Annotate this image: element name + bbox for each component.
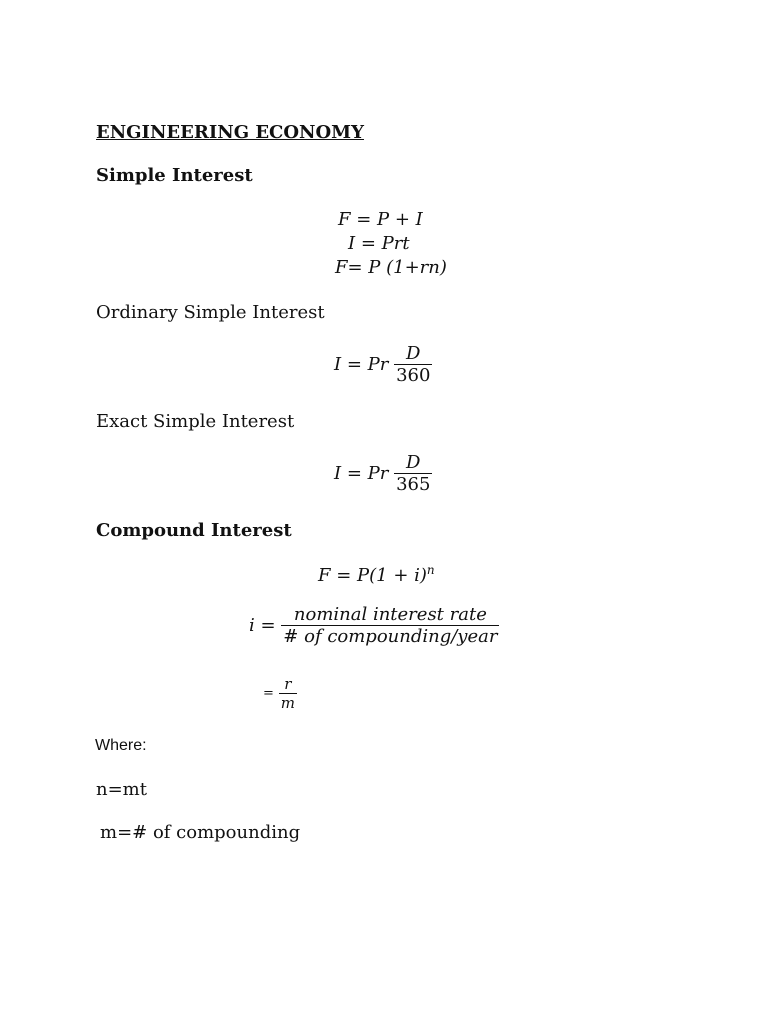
ordinary-fraction bbox=[394, 343, 432, 386]
compound-formula-main: F = P(1 + i) bbox=[318, 565, 427, 586]
ordinary-formula bbox=[334, 343, 432, 386]
r-over-m-formula bbox=[263, 675, 297, 712]
compound-formula bbox=[318, 563, 435, 586]
compound-formula-exponent: n bbox=[426, 563, 435, 577]
where-line-n: n=mt bbox=[96, 779, 147, 800]
exact-formula-lhs: I = Pr bbox=[334, 463, 389, 484]
simple-interest-heading: Simple Interest bbox=[96, 165, 253, 186]
compound-interest-heading: Compound Interest bbox=[96, 520, 292, 541]
ordinary-simple-interest-heading: Ordinary Simple Interest bbox=[96, 302, 325, 323]
exact-numerator: D bbox=[406, 452, 421, 473]
r-numerator: r bbox=[284, 675, 292, 693]
periodic-rate-denominator: # of compounding/year bbox=[283, 626, 498, 647]
periodic-rate-formula bbox=[249, 604, 499, 647]
simple-interest-eq-3: F= P (1+rn) bbox=[335, 257, 447, 278]
exact-simple-interest-heading: Exact Simple Interest bbox=[96, 411, 295, 432]
document-title: ENGINEERING ECONOMY bbox=[96, 122, 364, 143]
m-denominator: m bbox=[280, 694, 295, 712]
periodic-rate-lhs: i = bbox=[249, 615, 276, 636]
ordinary-denominator: 360 bbox=[396, 365, 431, 386]
r-over-m-fraction bbox=[279, 675, 297, 712]
periodic-rate-fraction bbox=[281, 604, 499, 647]
ordinary-formula-lhs: I = Pr bbox=[334, 354, 389, 375]
periodic-rate-numerator: nominal interest rate bbox=[293, 604, 487, 625]
ordinary-numerator: D bbox=[406, 343, 421, 364]
where-label: Where: bbox=[95, 737, 147, 754]
simple-interest-eq-1: F = P + I bbox=[338, 209, 423, 230]
exact-denominator: 365 bbox=[396, 474, 431, 495]
exact-fraction bbox=[394, 452, 432, 495]
simple-interest-eq-2: I = Prt bbox=[348, 233, 410, 254]
r-over-m-lhs: = bbox=[263, 686, 274, 701]
exact-formula bbox=[334, 452, 432, 495]
where-line-m: m=# of compounding bbox=[100, 822, 301, 843]
